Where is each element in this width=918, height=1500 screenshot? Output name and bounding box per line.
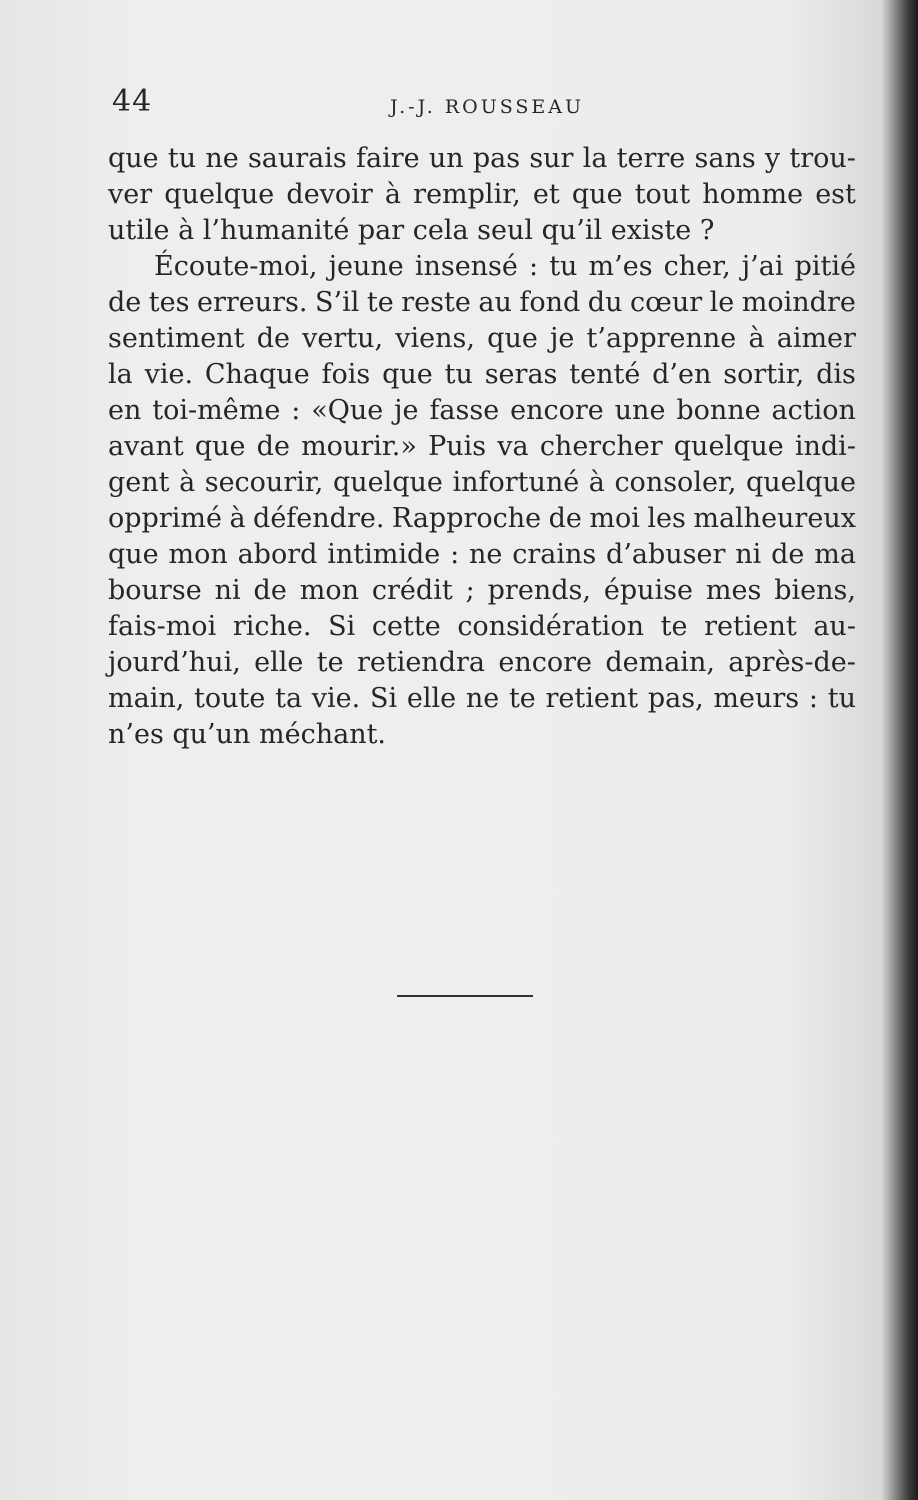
section-end-rule (397, 995, 533, 997)
text-line: ver quelque devoir à remplir, et que tout homme est (108, 179, 856, 210)
text-line: fais-moi riche. Si cette considération te retient au- (108, 611, 856, 642)
text-line: que mon abord intimide : ne crains d’abuser ni de ma (108, 539, 856, 570)
text-line: en toi-même : «Que je fasse encore une bonne action (108, 395, 856, 426)
text-line: bourse ni de mon crédit ; prends, épuise mes biens, (108, 575, 856, 606)
text-line: utile à l’humanité par cela seul qu’il existe ? (108, 215, 715, 246)
text-line: gent à secourir, quelque infortuné à consoler, quelque (108, 467, 856, 498)
text-line: sentiment de vertu, viens, que je t’apprenne à aimer (108, 323, 856, 354)
text-line: main, toute ta vie. Si elle ne te retient pas, meurs : tu (108, 683, 856, 714)
running-head: J.-J. ROUSSEAU (390, 96, 585, 118)
text-line: que tu ne saurais faire un pas sur la terre sans y trou- (108, 143, 856, 174)
text-line: avant que de mourir.» Puis va chercher quelque indi- (108, 431, 856, 462)
text-line: n’es qu’un méchant. (108, 719, 387, 750)
text-line: Écoute-moi, jeune insensé : tu m’es cher, j’ai pitié (154, 251, 856, 282)
text-line: jourd’hui, elle te retiendra encore demain, après-de- (108, 647, 856, 678)
text-line: de tes erreurs. S’il te reste au fond du cœur le moindre (108, 287, 856, 318)
page-number: 44 (112, 84, 153, 119)
text-line: la vie. Chaque fois que tu seras tenté d’en sortir, dis (108, 359, 856, 390)
body-text (108, 140, 856, 752)
text-line: opprimé à défendre. Rapproche de moi les malheureux (108, 503, 856, 534)
